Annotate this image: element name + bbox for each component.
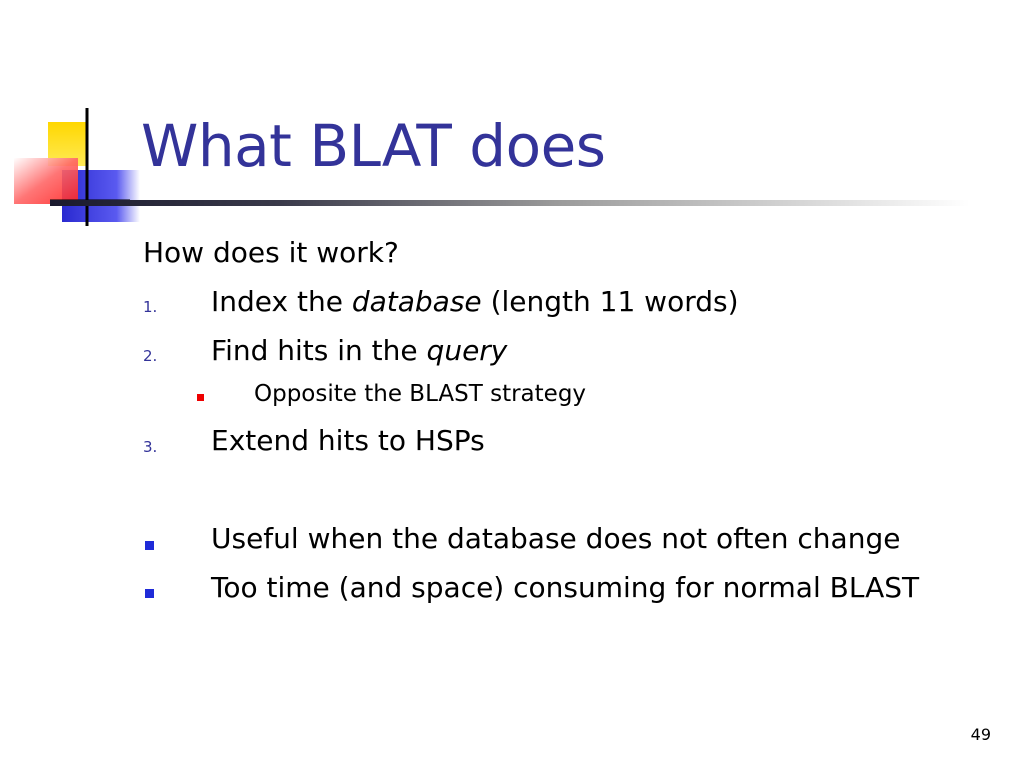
bullet-2-text: Too time (and space) consuming for normal BLAST — [211, 571, 920, 604]
bullet-1-marker — [145, 541, 154, 550]
step-2-number: 2. — [143, 347, 158, 365]
step-2-lead: Find hits in the — [211, 334, 427, 367]
bullet-1-text: Useful when the database does not often change — [211, 522, 901, 555]
step-3-number: 3. — [143, 438, 158, 456]
step-1-number: 1. — [143, 298, 158, 316]
slide-title: What BLAT does — [141, 112, 606, 180]
step-2-text — [211, 334, 507, 367]
step-1-text — [211, 285, 739, 318]
step-3-text: Extend hits to HSPs — [211, 424, 485, 457]
sub-bullet-text: Opposite the BLAST strategy — [254, 381, 587, 407]
step-1-tail: (length 11 words) — [481, 285, 739, 318]
bullet-2-marker — [145, 589, 154, 598]
intro-question: How does it work? — [143, 236, 399, 269]
step-1-emphasis: database — [351, 285, 482, 318]
sub-bullet-marker — [197, 394, 204, 401]
step-2-emphasis: query — [426, 334, 508, 367]
step-1-lead: Index the — [211, 285, 352, 318]
page-number: 49 — [970, 725, 991, 744]
